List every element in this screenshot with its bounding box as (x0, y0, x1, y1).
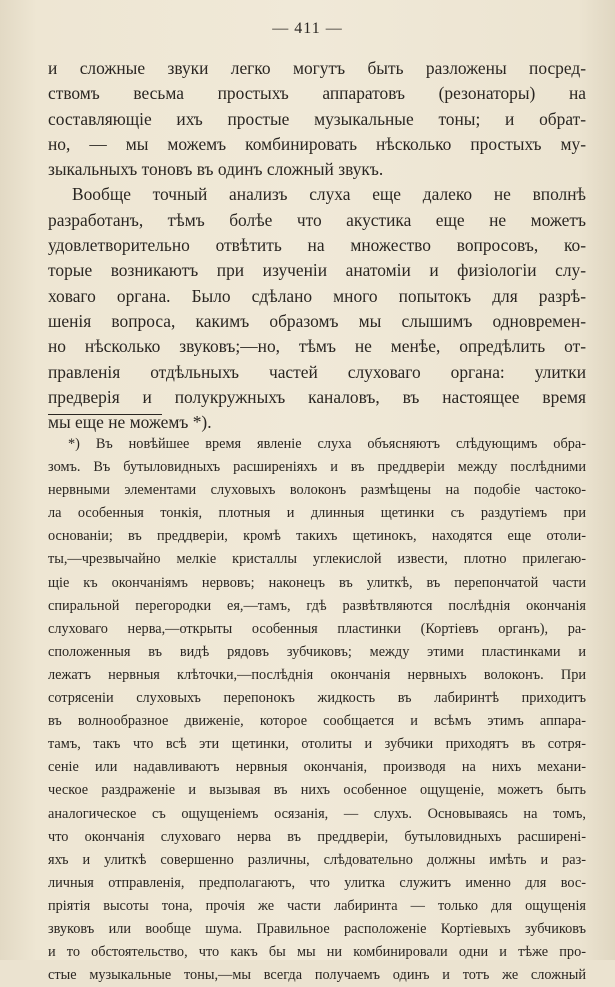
footnote-line: ческое раздраженіе и вызывая въ нихъ особенное ощущеніе, можетъ быть (48, 782, 586, 799)
text-line: но нѣсколько звуковъ;—но, тѣмъ не менѣе, опредѣлить от- (48, 336, 586, 357)
footnote-line: нервными элементами слуховыхъ волоконъ размѣщены на подобіе частоко- (48, 482, 586, 499)
text-line: предверія и полукружныхъ каналовъ, въ настоящее время (48, 386, 586, 407)
page-number: — 411 — (272, 20, 343, 37)
main-paragraphs (48, 56, 586, 435)
footnote (48, 433, 586, 987)
footnote-line: звуковъ или вообще шума. Правильное расположеніе Кортіевыхъ зубчиковъ (48, 920, 586, 937)
text-line: и сложные звуки легко могутъ быть разложены посред- (48, 58, 586, 78)
text-line: правленія отдѣльныхъ частей слуховаго органа: улитки (48, 361, 586, 382)
footnote-line: аналогическое съ ощущеніемъ осязанія, — слухъ. Основываясь на томъ, (48, 805, 586, 822)
footnote-line: ла особенныя тонкія, плотныя и длинныя щетинки съ раздутіемъ при (48, 505, 586, 522)
footnote-line: спиральной перегородки ея,—тамъ, гдѣ развѣтвляются послѣднія окончанія (48, 597, 586, 614)
text-line: торые возникаютъ при изученіи анатоміи и физіологіи слу- (48, 260, 586, 281)
text-line: ствомъ весьма простыхъ аппаратовъ (резонаторы) на (48, 83, 586, 104)
footnote-line: сеніе или надавливаютъ нервныя окончанія, производя на нихъ механи- (48, 759, 586, 776)
footnote-line: и то обстоятельство, что какъ бы мы ни комбинировали одни и тѣже про- (48, 944, 586, 961)
footnote-line: основаніи; въ преддверіи, кромѣ такихъ щетинокъ, находятся еще отоли- (48, 528, 586, 545)
footnote-line: въ волнообразное движеніе, которое сообщается и всѣмъ этимъ аппара- (48, 713, 586, 730)
text-line: Вообще точный анализъ слуха еще далеко не вполнѣ (72, 184, 586, 205)
footnote-line: щіе къ окончаніямъ нервовъ; наконецъ въ улиткѣ, въ перепончатой части (48, 574, 586, 591)
footnote-line: сположенныя въ видѣ рядовъ зубчиковъ; между этими пластинками и (48, 643, 586, 660)
text-line: зыкальныхъ тоновъ въ одинъ сложный звукъ. (48, 159, 384, 180)
footnote-line: тамъ, такъ что всѣ эти щетинки, отолиты и зубчики приходятъ въ сотря- (48, 736, 586, 753)
footnote-line: пріятія высоты тона, прочія же части лабиринта — только для ощущенія (48, 897, 586, 914)
footnote-line: лежатъ нервныя клѣточки,—послѣднія окончанія нервныхъ волоконъ. При (48, 666, 586, 683)
footnote-line: слуховаго нерва,—открыты особенныя пластинки (Кортіевъ органъ), ра- (48, 620, 586, 637)
text-line: шенія вопроса, какимъ образомъ мы слышимъ одновремен- (48, 310, 586, 331)
footnote-line: стые музыкальные тоны,—мы всегда получаемъ одинъ и тотъ же сложный (48, 967, 586, 984)
footnote-divider (48, 414, 162, 415)
text-line: разработанъ, тѣмъ болѣе что акустика еще не можетъ (48, 209, 586, 230)
text-line: составляющіе ихъ простые музыкальные тоны; и обрат- (48, 108, 586, 129)
footnote-line: сотрясеніи слуховыхъ перепонокъ жидкость въ лабиринтѣ приходитъ (48, 690, 586, 707)
footnote-line: личныя отправленія, предполагаютъ, что улитка служитъ именно для вос- (48, 874, 586, 891)
text-line: удовлетворительно отвѣтить на множество вопросовъ, ко- (48, 235, 586, 256)
footnote-line: ты,—чрезвычайно мелкіе кристаллы углекислой извести, плотно прилегаю- (48, 551, 586, 568)
text-line: но, — мы можемъ комбинировать нѣсколько простыхъ му- (48, 133, 586, 154)
text-line: ховаго органа. Было сдѣлано много попытокъ для разрѣ- (48, 285, 586, 306)
footnote-line: яхъ и улиткѣ совершенно различны, слѣдовательно должны имѣть и раз- (48, 851, 586, 868)
footnote-line: зомъ. Въ бутыловидныхъ расширеніяхъ и въ преддверіи между послѣдними (48, 459, 586, 476)
text-line: мы еще не можемъ *). (48, 412, 212, 433)
footnote-line: что окончанія слуховаго нерва въ преддверіи, бутыловидныхъ расширені- (48, 828, 586, 845)
footnote-line: *) Въ новѣйшее время явленіе слуха объясняютъ слѣдующимъ обра- (68, 436, 586, 452)
